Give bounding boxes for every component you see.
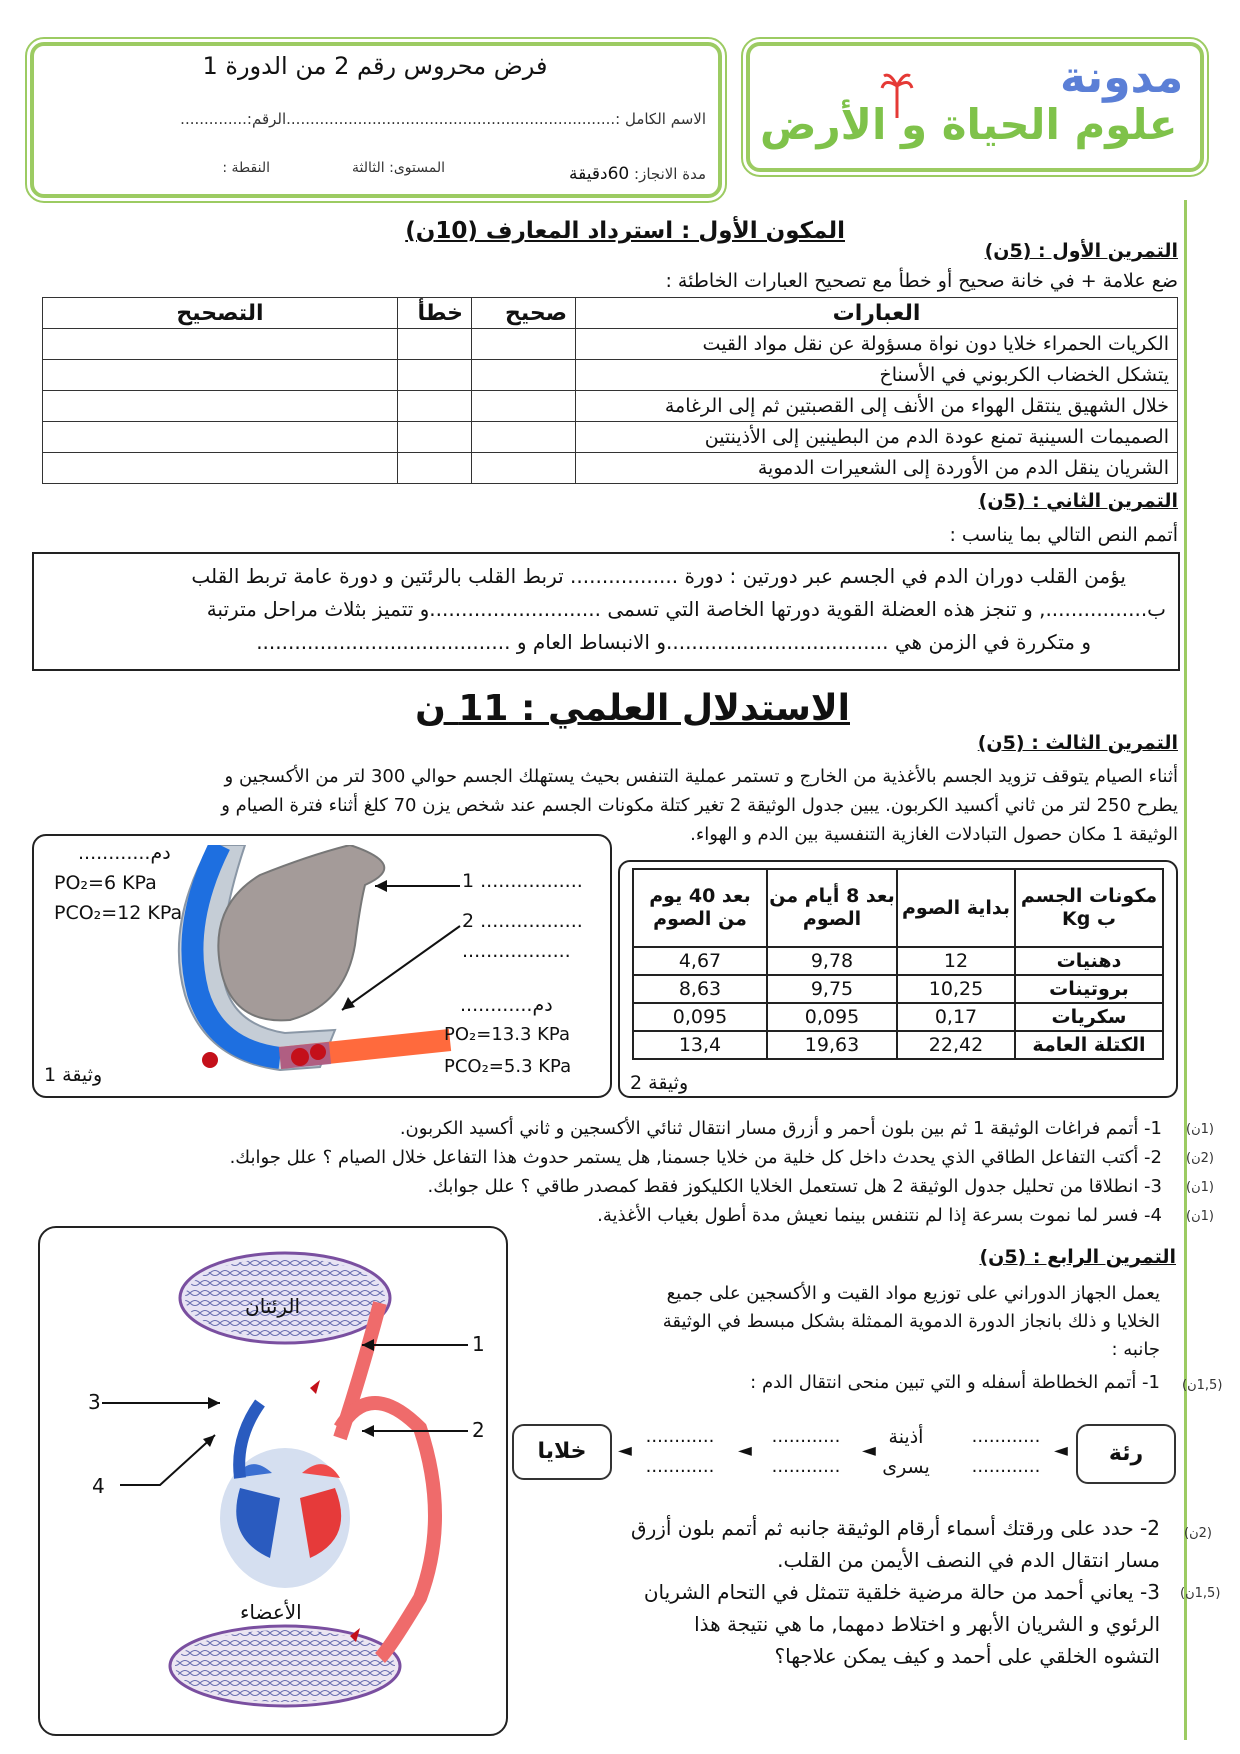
row-label: سكريات [1015,1003,1163,1031]
row-label: الكتلة العامة [1015,1031,1163,1059]
ex3-questions [70,1114,1162,1230]
flow-step-b: أذينة يسرى [882,1426,930,1478]
doc1-label-3[interactable]: .................. [462,940,571,962]
flow-arrow-icon: ◄ [862,1440,876,1461]
cell: 9,78 [767,947,897,975]
number-1: 1 [472,1332,485,1356]
ex2-text-box [32,552,1180,671]
po2-top: PO₂=6 KPa [54,872,157,894]
table-row [43,329,1178,360]
cell: 9,75 [767,975,897,1003]
col-correction: التصحيح [43,298,398,329]
ex4-line: جانبه : [1111,1339,1160,1360]
col-true: صحيح [472,298,576,329]
cell: 0,095 [767,1003,897,1031]
organs-label: الأعضاء [240,1600,302,1624]
palm-tree-icon [880,70,914,120]
exam-title: فرض محروس رقم 2 من الدورة 1 [202,52,548,80]
diagram-pointers [100,1325,480,1495]
cell: 22,42 [897,1031,1015,1059]
number-3: 3 [88,1390,101,1414]
question-3: 3- انطلاقا من تحليل جدول الوثيقة 2 هل تستعمل الخلايا الكليكوز فقط كمصدر طاقي ؟ علل جوابك. [427,1176,1162,1197]
ex4-q2-points: (2ن) [1184,1526,1212,1541]
table-row [633,947,1163,975]
flow-step-a[interactable]: ............ ............ [971,1426,1041,1477]
ex2-line[interactable]: يؤمن القلب دوران الدم في الجسم عبر دورتين : دورة ................. تربط القلب بالرئتين و دورة عامة تربط القلب [191,564,1126,588]
level-label: المستوى: الثالثة [352,160,445,176]
row-label: بروتينات [1015,975,1163,1003]
false-cell[interactable] [398,453,472,484]
po2-bottom: PO₂=13.3 KPa [444,1024,570,1045]
ex4-line: يعمل الجهاز الدوراني على توزيع مواد القيت و الأكسجين على جميع [666,1283,1160,1304]
flow-arrow-icon: ◄ [738,1440,752,1461]
false-cell[interactable] [398,422,472,453]
table-row [633,1003,1163,1031]
name-field[interactable]: الاسم الكامل :.....................................................................الرقم:.............. [180,110,706,128]
ex4-q3: 3- يعاني أحمد من حالة مرضية خلقية تتمثل في التحام الشريان الرئوي و الشريان الأبهر و اختلاط دمهما, ما هي نتيجة هذا التشوه الخلقي على أحمد و كيف يمكن علاجها؟ [643,1580,1160,1668]
statement-text: يتشكل الخضاب الكربوني في الأسناخ [576,360,1178,391]
correction-cell[interactable] [43,329,398,360]
doc1-caption: وثيقة 1 [44,1064,103,1086]
table-row [633,975,1163,1003]
flow-arrow-icon: ◄ [1054,1440,1068,1461]
cell: 4,67 [633,947,767,975]
true-cell[interactable] [472,422,576,453]
true-cell[interactable] [472,391,576,422]
ex4-q1: 1- أتمم الخطاطة أسفله و التي تبين منحى انتقال الدم : [750,1372,1160,1393]
correction-cell[interactable] [43,422,398,453]
table-row [43,360,1178,391]
doc1-arrows [330,870,470,1030]
score-label: النقطة : [222,160,270,176]
points-4: (1ن) [1186,1209,1214,1224]
col-day8: بعد 8 أيام من الصوم [767,869,897,947]
blood-label-top: دم............ [78,842,171,864]
doc1-label-2[interactable]: 2 ................. [462,910,583,932]
correction-cell[interactable] [43,453,398,484]
cell: 12 [897,947,1015,975]
statement-text: الشريان ينقل الدم من الأوردة إلى الشعيرات الدموية [576,453,1178,484]
logo-title: مدونة [1060,52,1184,103]
pco2-bottom: PCO₂=5.3 KPa [444,1056,572,1077]
flow-lung: رئة [1076,1424,1176,1484]
col-day40: بعد 40 يوم من الصوم [633,869,767,947]
ex4-text [540,1280,1160,1364]
true-cell[interactable] [472,360,576,391]
row-label: دهنيات [1015,947,1163,975]
lungs-label: الرئتان [245,1294,301,1318]
correction-cell[interactable] [43,391,398,422]
flow-step-d[interactable]: ............ ............ [645,1426,715,1477]
ex4-title: التمرين الرابع : (5ن) [979,1246,1176,1268]
ex1-instruction: ضع علامة + في خانة صحيح أو خطأ مع تصحيح العبارات الخاطئة : [665,270,1178,292]
table-row [43,422,1178,453]
cell: 10,25 [897,975,1015,1003]
points-1: (1ن) [1186,1122,1214,1137]
false-cell[interactable] [398,329,472,360]
true-cell[interactable] [472,453,576,484]
col-components: مكونات الجسم ب Kg [1015,869,1163,947]
ex2-line[interactable]: ب................, و تنجز هذه العضلة القوية دورتها الخاصة التي تسمى ...........................و تتميز بثلاث مراحل مترتبة [206,597,1166,621]
body-composition-table [632,868,1164,1060]
ex4-line: الخلايا و ذلك بانجاز الدورة الدموية الممثلة بشكل مبسط في الوثيقة [662,1311,1160,1332]
logo-subtitle: علوم الحياة و الأرض [760,100,1178,149]
number-2: 2 [472,1418,485,1442]
number-4: 4 [92,1474,105,1498]
flow-arrow-icon: ◄ [618,1440,632,1461]
cell: 0,095 [633,1003,767,1031]
cell: 8,63 [633,975,767,1003]
ex3-line: الوثيقة 1 مكان حصول التبادلات الغازية التنفسية بين الدم و الهواء. [690,824,1178,845]
ex3-line: أثناء الصيام يتوقف تزويد الجسم بالأغذية من الخارج و تستمر عملية التنفس بحيث يستهلك الجسم حوالي 300 لتر من الأكسجين و [224,766,1178,787]
cell: 0,17 [897,1003,1015,1031]
statement-text: خلال الشهيق ينتقل الهواء من الأنف إلى القصبتين ثم إلى الرغامة [576,391,1178,422]
col-statements: العبارات [576,298,1178,329]
blood-label-bottom: دم............ [460,994,553,1016]
doc1-label-1[interactable]: 1 ................. [462,870,583,892]
ex2-instruction: أتمم النص التالي بما يناسب : [949,524,1178,546]
question-1: 1- أتمم فراغات الوثيقة 1 ثم بين بلون أحمر و أزرق مسار انتقال ثنائي الأكسجين و ثاني أكسيد الكربون. [399,1118,1162,1139]
ex3-title: التمرين الثالث : (5ن) [977,732,1178,754]
table-row [43,391,1178,422]
true-cell[interactable] [472,329,576,360]
ex4-q1-points: (1,5ن) [1182,1378,1223,1393]
pco2-top: PCO₂=12 KPa [54,902,183,924]
ex4-q2: 2- حدد على ورقتك أسماء أرقام الوثيقة جانبه ثم أتمم بلون أزرق مسار انتقال الدم في النصف الأيمن من القلب. [631,1516,1160,1572]
doc2-caption: وثيقة 2 [630,1072,689,1094]
question-4: 4- فسر لما نموت بسرعة إذا لم نتنفس بينما نعيش مدة أطول بغياب الأغذية. [597,1205,1162,1226]
margin-line [1184,200,1187,1740]
correction-cell[interactable] [43,360,398,391]
part2-title: الاستدلال العلمي : 11 ن [415,688,850,729]
points-3: (1ن) [1186,1180,1214,1195]
duration-label: مدة الانجاز: 60دقيقة [569,164,706,184]
ex1-title: التمرين الأول : (5ن) [984,240,1178,262]
statement-text: الصميمات السينية تمنع عودة الدم من البطينين إلى الأذينتين [576,422,1178,453]
flow-cells: خلايا [512,1424,612,1480]
ex3-line: يطرح 250 لتر من ثاني أكسيد الكربون. يبين جدول الوثيقة 2 تغير كتلة مكونات الجسم عند شخص يزن 70 كلغ أثناء فترة الصيام و [221,795,1178,816]
ex2-line[interactable]: و متكررة في الزمن هي ...................................و الانبساط العام و ........................................ [256,630,1091,654]
false-cell[interactable] [398,391,472,422]
table-row [633,1031,1163,1059]
statement-text: الكريات الحمراء خلايا دون نواة مسؤولة عن نقل مواد القيت [576,329,1178,360]
table-row [43,453,1178,484]
statements-table [42,297,1178,484]
cell: 13,4 [633,1031,767,1059]
question-2: 2- أكتب التفاعل الطاقي الذي يحدث داخل كل خلية من خلايا جسمنا, هل يستمر حدوث هذا التفاعل خلال الصيام ؟ علل جوابك. [229,1147,1162,1168]
col-start: بداية الصوم [897,869,1015,947]
part1-title: المكون الأول : استرداد المعارف (10ن) [405,218,845,244]
ex4-q3-points: (1,5ن) [1180,1586,1221,1601]
points-2: (2ن) [1186,1151,1214,1166]
flow-step-c[interactable]: ............ ............ [771,1426,841,1477]
col-false: خطأ [398,298,472,329]
false-cell[interactable] [398,360,472,391]
ex2-title: التمرين الثاني : (5ن) [978,490,1178,512]
cell: 19,63 [767,1031,897,1059]
